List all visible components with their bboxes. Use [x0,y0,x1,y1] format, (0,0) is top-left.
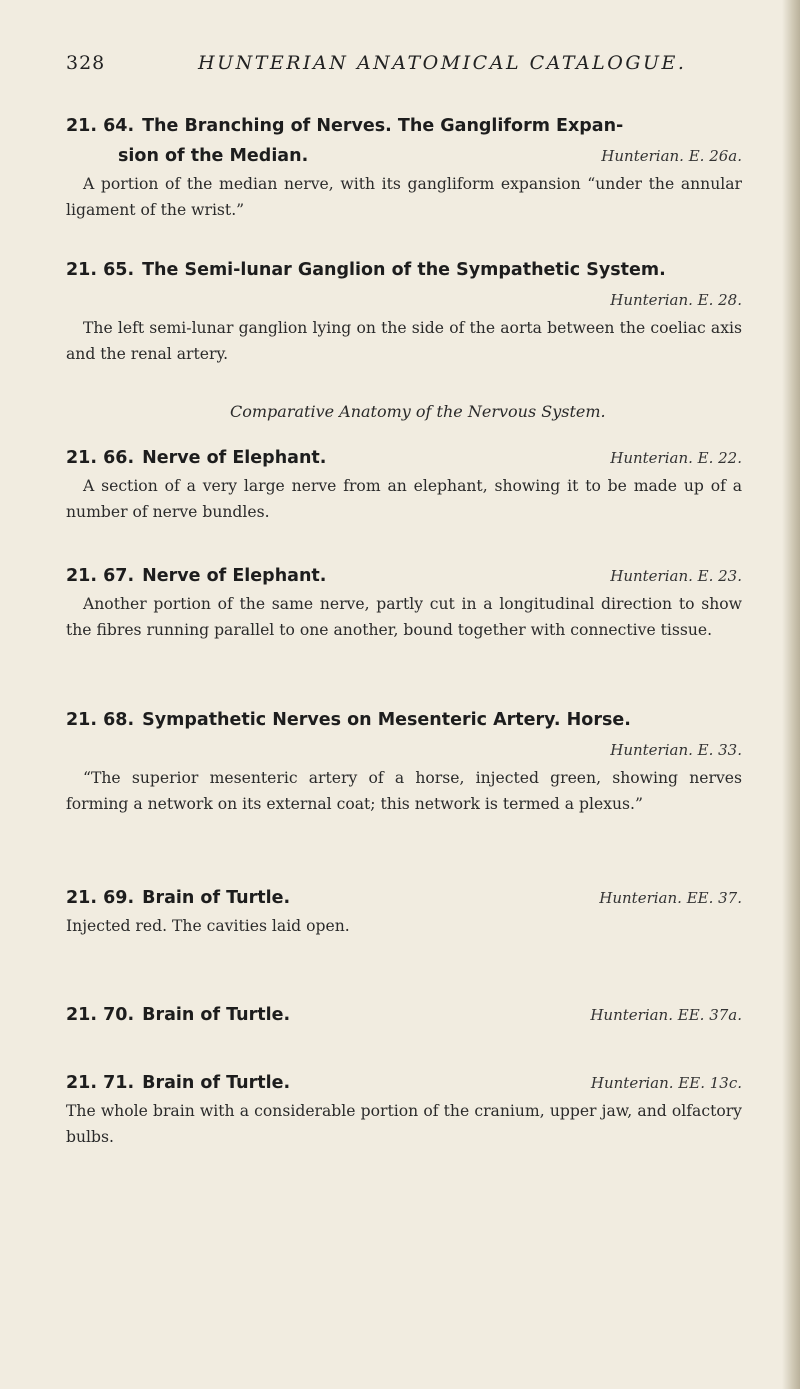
entry-description: The whole brain with a considerable portion of the cranium, upper jaw, and olfactory bulbs. [66,1102,742,1146]
entry-number: 21. 67. [66,566,135,586]
catalogue-entry [66,1068,742,1150]
running-title: HUNTERIAN ANATOMICAL CATALOGUE. [198,52,687,74]
entry-title-continued: sion of the Median. [118,146,309,166]
entry-title: Brain of Turtle. [142,888,291,908]
entry-title: Nerve of Elephant. [142,566,327,586]
entry-heading [66,443,742,473]
entry-number: 21. 64. [66,116,135,136]
entry-description: “The superior mesenteric artery of a horse, injected green, showing nerves forming a network on its external coat; this network is termed a plexus.” [66,769,742,813]
entry-number: 21. 69. [66,888,135,908]
catalogue-entry [66,255,742,367]
entry-title: The Semi-lunar Ganglion of the Sympathetic System. [142,260,666,280]
entry-heading [66,111,742,141]
entry-number: 21. 68. [66,710,135,730]
entry-title: Sympathetic Nerves on Mesenteric Artery. Horse. [142,710,631,730]
entry-heading [66,883,742,913]
entry-heading [66,561,742,591]
hunterian-reference: Hunterian. EE. 37a. [590,1006,742,1024]
entry-heading [66,1068,742,1098]
hunterian-reference: Hunterian. E. 23. [610,567,742,585]
hunterian-reference: Hunterian. E. 28. [610,291,742,309]
hunterian-reference: Hunterian. E. 26a. [601,147,742,165]
entry-description: Another portion of the same nerve, partly cut in a longitudinal direction to show the fibres running parallel to one another, bound together with connective tissue. [66,595,742,639]
entry-heading [66,255,742,285]
entry-heading-continued [66,141,742,171]
hunterian-reference: Hunterian. E. 33. [610,741,742,759]
entry-number: 21. 71. [66,1073,135,1093]
entry-title: Brain of Turtle. [142,1005,291,1025]
entry-title: The Branching of Nerves. The Gangliform Expan- [142,116,624,136]
hunterian-reference: Hunterian. EE. 37. [599,889,742,907]
entry-number: 21. 70. [66,1005,135,1025]
page-number: 328 [66,52,106,74]
catalogue-entry [66,883,742,939]
entry-description: A section of a very large nerve from an elephant, showing it to be made up of a number of nerve bundles. [66,477,742,521]
catalogue-entry [66,443,742,525]
hunterian-reference: Hunterian. EE. 13c. [590,1074,742,1092]
entry-number: 21. 65. [66,260,135,280]
entry-heading [66,705,742,735]
hunterian-reference: Hunterian. E. 22. [610,449,742,467]
entry-description: The left semi-lunar ganglion lying on the side of the aorta between the coeliac axis and the renal artery. [66,319,742,363]
entry-title: Nerve of Elephant. [142,448,327,468]
catalogue-entry [66,705,742,817]
entry-description: Injected red. The cavities laid open. [66,917,350,935]
section-heading: Comparative Anatomy of the Nervous System. [230,402,606,421]
entry-title: Brain of Turtle. [142,1073,291,1093]
entry-heading [66,1000,742,1030]
catalogue-entry [66,561,742,643]
page-edge-shadow [782,0,800,1389]
running-header [66,52,746,80]
catalogue-entry [66,1000,742,1030]
entry-number: 21. 66. [66,448,135,468]
catalogue-entry [66,111,742,223]
entry-description: A portion of the median nerve, with its gangliform expansion “under the annular ligament of the wrist.” [66,175,742,219]
